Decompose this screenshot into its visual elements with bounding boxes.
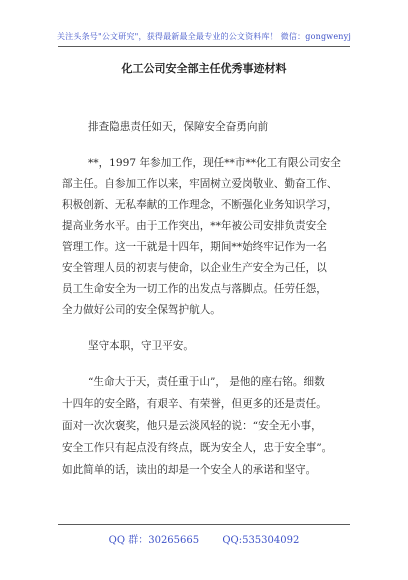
paragraph-line: 员工生命安全为一切工作的出发点与落脚点。任劳任怨， <box>62 283 327 295</box>
section-heading: 排查隐患责任如天，保障安全奋勇向前 <box>88 121 269 133</box>
paragraph-line: **，1997 年参加工作，现任**市**化工有限公司安全 <box>88 157 341 169</box>
header-divider <box>58 46 350 47</box>
paragraph-line: 面对一次次褒奖，他只是云淡风轻的说：“安全无小事， <box>62 420 322 432</box>
paragraph-line: “生命大于天，责任重于山”， 是他的座右铭。细数 <box>88 376 325 388</box>
footer-qq: QQ:535304092 <box>222 535 300 546</box>
section-heading: 坚守本职，守卫平安。 <box>88 340 194 352</box>
paragraph-line: 管理工作。这一干就是十四年，期间**始终牢记作为一名 <box>62 241 327 253</box>
paragraph-line: 部主任。自参加工作以来，牢固树立爱岗敬业、勤奋工作、 <box>62 178 338 190</box>
paragraph-line: 如此简单的话，读出的却是一个安全人的承诺和坚守。 <box>62 464 317 476</box>
paragraph-line: 安全管理人员的初衷与使命，以企业生产安全为己任，以 <box>62 262 327 274</box>
paragraph-line: 提高业务水平。由于工作突出，**年被公司安排负责安全 <box>62 220 327 232</box>
paragraph-line: 积极创新、无私奉献的工作理念，不断强化业务知识学习， <box>62 199 338 211</box>
footer-contact <box>0 531 408 546</box>
paragraph-line: 全力做好公司的安全保驾护航人。 <box>62 304 221 316</box>
document-title: 化工公司安全部主任优秀事迹材料 <box>121 62 287 75</box>
paragraph-line: 安全工作只有起点没有终点，既为安全人，忠于安全事”。 <box>62 442 333 454</box>
footer-qq-group: QQ 群：30265665 <box>108 535 200 546</box>
header-promo-text: 关注头条号"公文研究"，获得最新最全最专业的公文资料库！ 微信：gongwenyj <box>56 32 352 41</box>
footer-divider <box>58 524 350 525</box>
paragraph-line: 十四年的安全路，有艰辛、有荣誉，但更多的还是责任。 <box>62 398 327 410</box>
